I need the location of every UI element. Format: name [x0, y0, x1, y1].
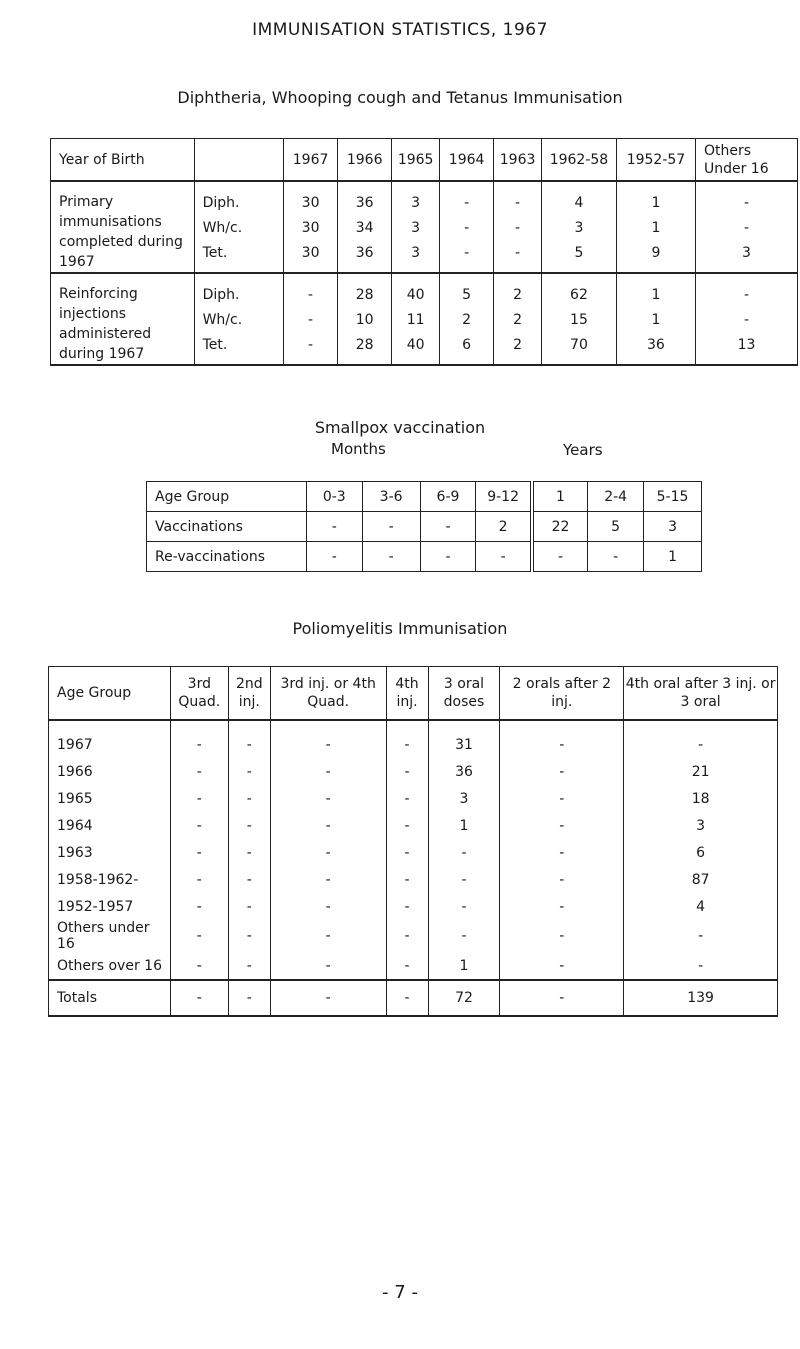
table-cell: -	[500, 893, 624, 920]
table-cell: -	[500, 839, 624, 866]
table-row	[49, 839, 778, 866]
table-cell: -	[440, 181, 494, 213]
table-cell: 4	[542, 181, 617, 213]
table-cell: -	[500, 980, 624, 1016]
table-cell: -	[695, 305, 797, 330]
table-cell: -	[500, 952, 624, 980]
dwt-header-row	[51, 139, 798, 182]
table-cell: 4	[624, 893, 778, 920]
table-row	[49, 893, 778, 920]
table-cell: 28	[338, 273, 392, 305]
table-cell: 139	[624, 980, 778, 1016]
table-cell: -	[362, 542, 420, 572]
table-cell: 21	[624, 758, 778, 785]
table-row	[49, 785, 778, 812]
table-cell: 30	[284, 181, 338, 213]
table-cell: 3	[624, 812, 778, 839]
table-cell: 70	[542, 331, 617, 365]
table-cell: -	[170, 812, 228, 839]
column-header: Others Under 16	[695, 139, 797, 182]
table-cell: 1	[428, 812, 500, 839]
table-cell: 5	[440, 273, 494, 305]
table-cell: 15	[542, 305, 617, 330]
table-cell: -	[588, 542, 644, 572]
table-row	[49, 920, 778, 952]
column-header: 1964	[440, 139, 494, 182]
table-row	[49, 866, 778, 893]
table-row	[49, 812, 778, 839]
column-header: 0-3	[306, 482, 362, 512]
table-cell: 2	[440, 305, 494, 330]
polio-title: Poliomyelitis Immunisation	[292, 619, 508, 638]
table-cell: -	[284, 273, 338, 305]
smallpox-title: Smallpox vaccination	[314, 418, 486, 437]
table-cell: -	[624, 720, 778, 758]
row-label: 1966	[49, 758, 171, 785]
table-cell: 3	[695, 239, 797, 273]
table-cell: -	[476, 542, 532, 572]
table-cell: -	[386, 839, 428, 866]
dwt-table	[50, 138, 798, 366]
table-cell: 1	[644, 542, 702, 572]
column-header: Age Group	[49, 667, 171, 721]
row-label: 1967	[49, 720, 171, 758]
table-cell: 31	[428, 720, 500, 758]
column-header: 1966	[338, 139, 392, 182]
table-cell: -	[284, 305, 338, 330]
table-cell: -	[440, 239, 494, 273]
table-cell: 6	[440, 331, 494, 365]
table-cell: -	[386, 758, 428, 785]
table-cell: -	[494, 181, 542, 213]
table-cell: 22	[532, 512, 588, 542]
table-cell: -	[170, 785, 228, 812]
table-cell: -	[695, 213, 797, 238]
table-cell: -	[270, 920, 386, 952]
table-cell: 28	[338, 331, 392, 365]
column-header	[194, 139, 283, 182]
table-cell: -	[624, 952, 778, 980]
vaccine-label: Diph.	[194, 181, 283, 213]
table-cell: -	[494, 239, 542, 273]
vaccine-label: Wh/c.	[194, 305, 283, 330]
table-cell: -	[228, 812, 270, 839]
group-label: Reinforcing injections administered during 1967	[51, 273, 195, 365]
table-cell: -	[170, 720, 228, 758]
table-cell: -	[500, 920, 624, 952]
table-cell: 9	[616, 239, 695, 273]
table-cell: 1	[616, 305, 695, 330]
table-cell: 36	[616, 331, 695, 365]
column-header: 4th inj.	[386, 667, 428, 721]
table-cell: 3	[542, 213, 617, 238]
table-cell: -	[270, 893, 386, 920]
table-cell: 18	[624, 785, 778, 812]
row-label: 1964	[49, 812, 171, 839]
row-label: Re-vaccinations	[147, 542, 307, 572]
table-cell: -	[228, 720, 270, 758]
table-cell: -	[228, 785, 270, 812]
vaccine-label: Wh/c.	[194, 213, 283, 238]
table-cell: -	[494, 213, 542, 238]
table-cell: -	[386, 980, 428, 1016]
column-header: 9-12	[476, 482, 532, 512]
table-cell: 40	[392, 331, 440, 365]
column-header: 1963	[494, 139, 542, 182]
table-cell: 72	[428, 980, 500, 1016]
row-label: Vaccinations	[147, 512, 307, 542]
vaccine-label: Diph.	[194, 273, 283, 305]
table-row	[147, 542, 702, 572]
table-cell: -	[362, 512, 420, 542]
table-cell: -	[386, 785, 428, 812]
table-cell: -	[695, 273, 797, 305]
table-cell: -	[228, 920, 270, 952]
row-label: 1958-1962-	[49, 866, 171, 893]
table-cell: -	[500, 720, 624, 758]
column-header: 2-4	[588, 482, 644, 512]
table-cell: 36	[338, 239, 392, 273]
table-cell: -	[532, 542, 588, 572]
column-header: 3rd Quad.	[170, 667, 228, 721]
months-label: Months	[331, 440, 386, 458]
table-cell: 5	[542, 239, 617, 273]
table-cell: -	[270, 980, 386, 1016]
table-cell: -	[228, 839, 270, 866]
table-cell: -	[695, 181, 797, 213]
column-header: 2 orals after 2 inj.	[500, 667, 624, 721]
table-cell: 2	[494, 273, 542, 305]
table-cell: 36	[428, 758, 500, 785]
column-header: Age Group	[147, 482, 307, 512]
vaccine-label: Tet.	[194, 331, 283, 365]
table-cell: -	[386, 952, 428, 980]
table-cell: 1	[616, 181, 695, 213]
smallpox-header-row	[147, 482, 702, 512]
table-cell: -	[420, 542, 476, 572]
table-cell: -	[500, 785, 624, 812]
table-cell: -	[170, 952, 228, 980]
table-cell: -	[228, 758, 270, 785]
table-cell: -	[170, 839, 228, 866]
smallpox-table	[146, 481, 702, 572]
column-header: 1952-57	[616, 139, 695, 182]
row-label: 1952-1957	[49, 893, 171, 920]
table-cell: 3	[644, 512, 702, 542]
table-cell: -	[428, 866, 500, 893]
table-cell: -	[428, 839, 500, 866]
row-label: Others under 16	[49, 920, 171, 952]
table-cell: 3	[392, 239, 440, 273]
column-header: 3-6	[362, 482, 420, 512]
table-cell: -	[306, 542, 362, 572]
table-cell: -	[170, 980, 228, 1016]
table-cell: -	[170, 893, 228, 920]
table-row	[51, 181, 798, 213]
table-cell: 87	[624, 866, 778, 893]
table-cell: -	[270, 952, 386, 980]
table-cell: -	[440, 213, 494, 238]
table-cell: -	[170, 758, 228, 785]
table-cell: 40	[392, 273, 440, 305]
table-cell: -	[284, 331, 338, 365]
table-cell: -	[420, 512, 476, 542]
table-cell: -	[500, 866, 624, 893]
table-cell: -	[170, 866, 228, 893]
column-header: 1	[532, 482, 588, 512]
page-number: - 7 -	[382, 1282, 418, 1303]
table-cell: 10	[338, 305, 392, 330]
table-cell: -	[228, 980, 270, 1016]
column-header: 5-15	[644, 482, 702, 512]
table-cell: 1	[428, 952, 500, 980]
column-header: Year of Birth	[51, 139, 195, 182]
table-cell: 13	[695, 331, 797, 365]
table-cell: -	[170, 920, 228, 952]
table-cell: -	[270, 720, 386, 758]
row-label: Others over 16	[49, 952, 171, 980]
table-cell: -	[386, 866, 428, 893]
table-cell: -	[428, 920, 500, 952]
row-label: 1965	[49, 785, 171, 812]
column-header: 1965	[392, 139, 440, 182]
table-cell: 1	[616, 213, 695, 238]
table-cell: 30	[284, 213, 338, 238]
dwt-section-title: Diphtheria, Whooping cough and Tetanus Immunisation	[177, 88, 623, 107]
table-cell: -	[228, 866, 270, 893]
table-cell: 2	[476, 512, 532, 542]
table-cell: 6	[624, 839, 778, 866]
vaccine-label: Tet.	[194, 239, 283, 273]
table-cell: -	[386, 812, 428, 839]
table-cell: 1	[616, 273, 695, 305]
table-row	[147, 512, 702, 542]
table-cell: -	[386, 720, 428, 758]
column-header: 4th oral after 3 inj. or 3 oral	[624, 667, 778, 721]
table-cell: 2	[494, 331, 542, 365]
table-cell: -	[270, 758, 386, 785]
table-cell: 36	[338, 181, 392, 213]
table-cell: 5	[588, 512, 644, 542]
totals-row	[49, 980, 778, 1016]
table-cell: 62	[542, 273, 617, 305]
table-row	[49, 758, 778, 785]
table-cell: -	[386, 920, 428, 952]
years-label: Years	[563, 441, 603, 459]
table-cell: 3	[392, 181, 440, 213]
column-header: 3rd inj. or 4th Quad.	[270, 667, 386, 721]
table-cell: 2	[494, 305, 542, 330]
totals-label: Totals	[49, 980, 171, 1016]
polio-header-row	[49, 667, 778, 721]
column-header: 1962-58	[542, 139, 617, 182]
table-row	[51, 273, 798, 305]
table-cell: -	[500, 812, 624, 839]
table-cell: -	[624, 920, 778, 952]
table-cell: -	[306, 512, 362, 542]
table-cell: -	[270, 812, 386, 839]
page-title: IMMUNISATION STATISTICS, 1967	[252, 20, 548, 40]
table-cell: 34	[338, 213, 392, 238]
table-cell: -	[270, 866, 386, 893]
column-header: 3 oral doses	[428, 667, 500, 721]
table-cell: -	[228, 952, 270, 980]
table-cell: 3	[428, 785, 500, 812]
polio-table	[48, 666, 778, 1017]
table-cell: -	[228, 893, 270, 920]
table-cell: 30	[284, 239, 338, 273]
column-header: 2nd inj.	[228, 667, 270, 721]
table-cell: 11	[392, 305, 440, 330]
table-cell: -	[270, 785, 386, 812]
table-cell: -	[386, 893, 428, 920]
row-label: 1963	[49, 839, 171, 866]
column-header: 6-9	[420, 482, 476, 512]
table-cell: -	[270, 839, 386, 866]
table-cell: 3	[392, 213, 440, 238]
table-row	[49, 720, 778, 758]
group-label: Primary immunisations completed during 1967	[51, 181, 195, 273]
table-cell: -	[500, 758, 624, 785]
table-cell: -	[428, 893, 500, 920]
table-row	[49, 952, 778, 980]
column-header: 1967	[284, 139, 338, 182]
